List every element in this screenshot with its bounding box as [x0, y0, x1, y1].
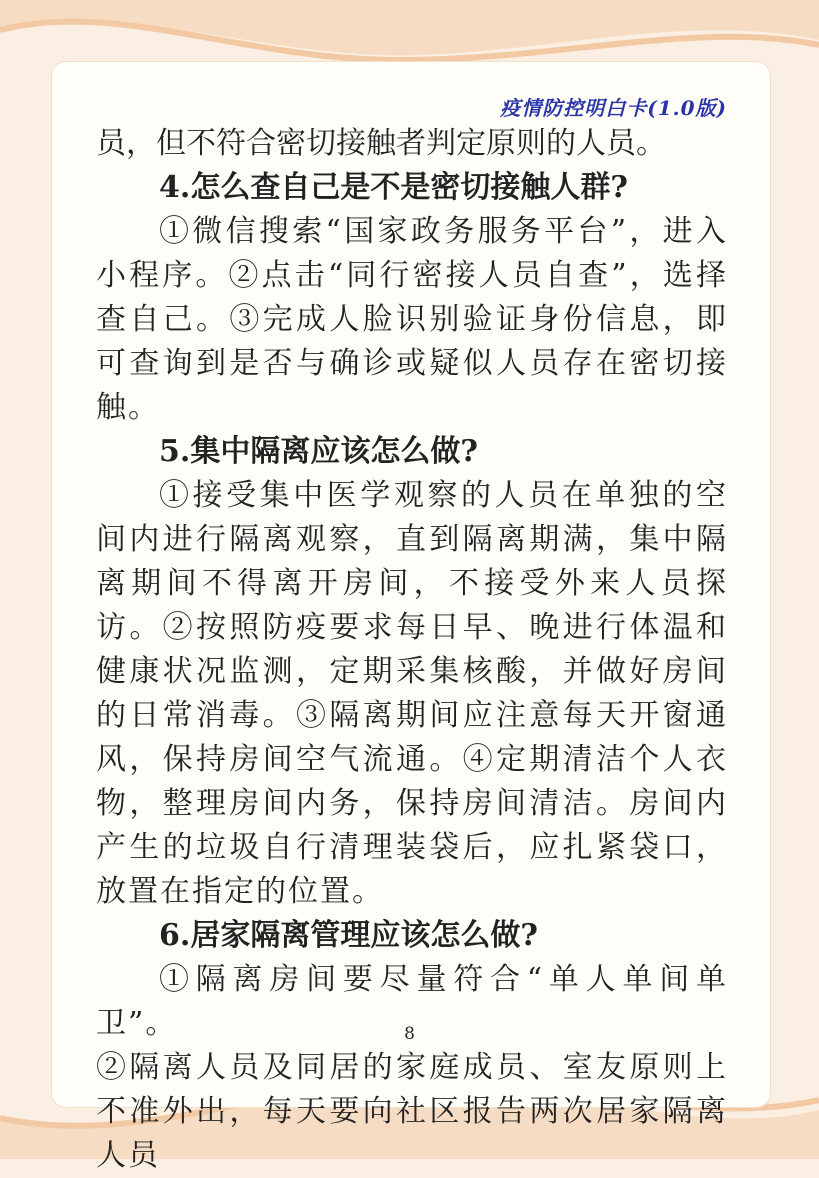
document-header-title: 疫情防控明白卡(1.0版) — [500, 96, 727, 120]
question-6-answer-1: ①隔离房间要尽量符合“单人单间单卫”。 — [96, 962, 728, 1041]
continuation-paragraph: 员，但不符合密切接触者判定原则的人员。 — [96, 126, 666, 161]
question-5-heading: 5.集中隔离应该怎么做? — [159, 434, 478, 469]
question-4-answer: ①微信搜索“国家政务服务平台”，进入小程序。②点击“同行密接人员自查”，选择查自己。③完成人脸识别验证身份信息，即可查询到是否与确诊或疑似人员存在密切接触。 — [96, 214, 728, 425]
question-4-heading: 4.怎么查自己是不是密切接触人群? — [159, 170, 628, 205]
question-6-heading: 6.居家隔离管理应该怎么做? — [159, 918, 538, 953]
document-body — [96, 122, 728, 1178]
question-5-answer: ①接受集中医学观察的人员在单独的空间内进行隔离观察，直到隔离期满，集中隔离期间不得离开房间，不接受外来人员探访。②按照防疫要求每日早、晚进行体温和健康状况监测，定期采集核酸，并做好房间的日常消毒。③隔离期间应注意每天开窗通风，保持房间空气流通。④定期清洁个人衣物，整理房间内务，保持房间清洁。房间内产生的垃圾自行清理装袋后，应扎紧袋口，放置在指定的位置。 — [96, 478, 728, 909]
page-number: 8 — [404, 1024, 415, 1044]
question-6-answer-2: ②隔离人员及同居的家庭成员、室友原则上不准外出，每天要向社区报告两次居家隔离人员 — [96, 1050, 728, 1173]
